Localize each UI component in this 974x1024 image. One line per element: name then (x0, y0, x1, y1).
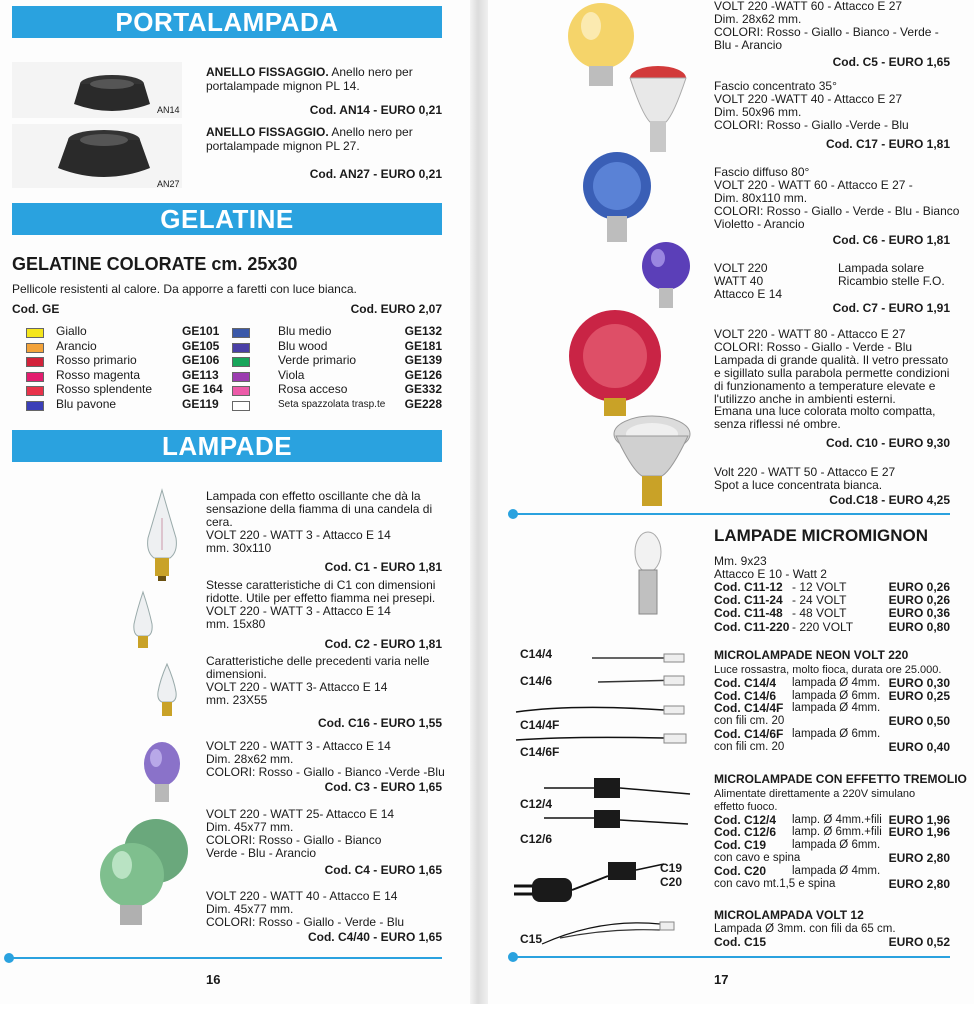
row-price: EURO 0,50 (888, 714, 950, 729)
color-swatch (26, 386, 44, 396)
product-line: COLORI: Rosso - Giallo - Bianco (206, 832, 382, 847)
volt12-code: Cod. C15 (714, 935, 767, 949)
product-line: COLORI: Rosso - Giallo - Bianco - Verde - (714, 24, 939, 39)
c7-left-line: VOLT 220 (714, 261, 768, 275)
left-footer-dot (4, 953, 14, 963)
product-code: Cod. C10 - EURO 9,30 (825, 436, 950, 451)
product-code: Cod. C5 - EURO 1,65 (832, 54, 950, 69)
product-line: Dim. 80x110 mm. (714, 190, 808, 205)
product-code: Cod. C1 - EURO 1,81 (324, 559, 442, 574)
photo-label-c20: C20 (660, 875, 683, 889)
product-line: Blu - Arancio (714, 37, 783, 52)
color-code: GE 164 (182, 382, 223, 397)
section-title-portalampada: PORTALAMPADA (12, 6, 442, 38)
product-line: dimensioni. (206, 666, 267, 681)
product-line: Dim. 28x62 mm. (714, 11, 802, 26)
product-line: mm. 15x80 (206, 616, 266, 631)
section-subtitle: MICROLAMPADE CON EFFETTO TREMOLIO (714, 772, 967, 786)
right-footer-rule (514, 956, 950, 958)
row-code: Cod. C14/6F (714, 727, 784, 741)
product-code: Cod. C6 - EURO 1,81 (832, 232, 950, 247)
bulb-c17-photo (628, 64, 688, 156)
color-code: GE228 (404, 397, 442, 411)
product-line: Dim. 50x96 mm. (714, 104, 802, 119)
color-name: Rosso primario (56, 353, 137, 368)
color-name: Rosa acceso (278, 382, 348, 397)
product-line: VOLT 220 - WATT 80 - Attacco E 27 (714, 327, 906, 341)
volt12-line: Lampada Ø 3mm. con fili da 65 cm. (714, 923, 896, 935)
product-line: Fascio diffuso 80° (714, 165, 810, 179)
product-code: Cod. C4 - EURO 1,65 (324, 862, 442, 877)
gelatine-desc: Pellicole resistenti al calore. Da apporre a faretti con luce bianca. (12, 282, 357, 296)
row-desc: lampada Ø 4mm. (792, 702, 881, 715)
row-sub: con cavo e spina (714, 852, 801, 864)
product-line: Volt 220 - WATT 50 - Attacco E 27 (714, 465, 896, 479)
left-footer-rule (12, 957, 442, 959)
gelatine-cod: Cod. GE (12, 302, 60, 316)
an27-desc-1 (206, 126, 413, 140)
bulb-c1-photo (140, 488, 184, 584)
photo-label-c14-4: C14/4 (520, 647, 553, 661)
row-code: Cod. C20 (714, 863, 767, 878)
color-swatch (26, 328, 44, 338)
product-line: ridotte. Utile per effetto fiamma nei presepi. (206, 590, 436, 605)
row-code: Cod. C14/6 (714, 688, 777, 703)
product-line: l'utilizzo anche in ambienti esterni. (714, 391, 896, 406)
volt12-price: EURO 0,52 (888, 935, 950, 949)
c7-left-line: WATT 40 (714, 274, 764, 288)
color-name: Blu pavone (56, 397, 117, 411)
intro-line: Luce rossastra, molto fioca, durata ore 25.000. (714, 664, 942, 676)
row-desc: lamp. Ø 6mm.+fili (792, 826, 882, 839)
color-swatch (232, 372, 250, 382)
section-subtitle: MICROLAMPADA VOLT 12 (714, 908, 864, 922)
color-code: GE106 (182, 353, 220, 368)
micro-price: EURO 0,26 (888, 580, 950, 594)
micro-price: EURO 0,80 (888, 619, 950, 634)
micro-desc: - 24 VOLT (792, 593, 847, 608)
color-code: GE119 (182, 397, 219, 411)
row-price: EURO 0,25 (888, 688, 950, 703)
page-number-left: 16 (206, 972, 221, 987)
right-mid-rule (514, 513, 950, 515)
product-code: Cod. C2 - EURO 1,81 (324, 636, 442, 651)
row-desc: lampada Ø 4mm. (792, 864, 881, 877)
color-code: GE113 (182, 367, 219, 382)
bulb-c3-photo (140, 740, 184, 806)
c15-lamp-photo (540, 914, 690, 950)
color-name: Arancio (56, 338, 97, 353)
row-sub: con fili cm. 20 (714, 740, 785, 753)
color-code: GE132 (404, 324, 442, 338)
color-name: Giallo (56, 324, 87, 338)
an14-line1: Anello nero per (328, 65, 413, 79)
bulb-c16-photo (152, 662, 182, 722)
product-code: Cod.C18 - EURO 4,25 (829, 492, 950, 507)
color-swatch (232, 328, 250, 338)
product-line: VOLT 220 -WATT 40 - Attacco E 27 (714, 91, 903, 106)
product-line: Dim. 45x77 mm. (206, 901, 294, 916)
micro-price: EURO 0,26 (888, 593, 950, 608)
product-line: VOLT 220 - WATT 3 - Attacco E 14 (206, 527, 391, 542)
gelatine-heading: GELATINE COLORATE cm. 25x30 (12, 254, 298, 274)
right-footer-dot (508, 952, 518, 962)
neon-lamps-photo (514, 648, 704, 754)
section-title-gelatine: GELATINE (12, 203, 442, 235)
c7-right-line: Lampada solare (838, 261, 925, 275)
photo-label-c15: C15 (520, 932, 543, 946)
product-line: senza riflessi né ombre. (714, 417, 841, 432)
product-code: Cod. C7 - EURO 1,91 (832, 301, 950, 315)
section-title-lampade: LAMPADE (12, 430, 442, 462)
product-line: Lampada di grande qualità. Il vetro pressato (714, 352, 949, 367)
row-sub: con cavo mt.1,5 e spina (714, 877, 836, 890)
an14-code: Cod. AN14 - EURO 0,21 (309, 103, 442, 117)
an27-code: Cod. AN27 - EURO 0,21 (309, 167, 442, 181)
photo-label-an14: AN14 (157, 105, 180, 115)
product-code: Cod. C4/40 - EURO 1,65 (307, 929, 442, 944)
product-code: Cod. C3 - EURO 1,65 (324, 779, 442, 794)
product-line: VOLT 220 -WATT 60 - Attacco E 27 (714, 0, 903, 13)
product-line: COLORI: Rosso - Giallo - Verde - Blu (206, 914, 405, 929)
color-code: GE101 (182, 324, 220, 338)
bulb-c2-photo (128, 590, 158, 654)
product-line: e sigillato sulla parabola permette condizioni (714, 365, 950, 380)
row-code: Cod. C19 (714, 838, 767, 853)
row-code: Cod. C12/4 (714, 812, 777, 827)
row-price: EURO 0,40 (888, 739, 950, 754)
color-code: GE105 (182, 338, 220, 353)
product-line: mm. 30x110 (206, 540, 272, 555)
product-code: Cod. C16 - EURO 1,55 (317, 715, 442, 730)
product-line: Emana una luce colorata molto compatta, (714, 404, 936, 419)
color-code: GE126 (404, 367, 442, 382)
bulb-c7-photo (638, 240, 694, 310)
an14-desc-1 (206, 66, 413, 80)
row-desc: lampada Ø 6mm. (792, 728, 881, 740)
color-name: Viola (278, 367, 305, 382)
micro-code: Cod. C11-12 (714, 580, 783, 594)
product-line: di funzionamento a temperature elevate e (714, 378, 936, 393)
color-name: Seta spazzolata trasp.te (278, 399, 386, 410)
photo-label-c12-4: C12/4 (520, 797, 553, 811)
row-code: Cod. C14/4 (714, 675, 777, 690)
product-line: COLORI: Rosso - Giallo -Verde - Blu (714, 117, 909, 132)
row-sub: con fili cm. 20 (714, 715, 785, 728)
row-price: EURO 0,30 (888, 675, 950, 690)
product-line: Fascio concentrato 35° (714, 79, 837, 93)
an14-name: ANELLO FISSAGGIO. (206, 65, 329, 79)
micromignon-title: LAMPADE MICROMIGNON (714, 526, 929, 545)
micro-line: Attacco E 10 - Watt 2 (714, 567, 827, 581)
row-desc: lampada Ø 6mm. (792, 839, 881, 852)
photo-label-c14-6: C14/6 (520, 674, 553, 688)
color-name: Rosso magenta (56, 367, 141, 382)
page-gutter (470, 0, 488, 1024)
micromignon-photo (628, 530, 668, 620)
page-number-right: 17 (714, 972, 729, 987)
color-name: Rosso splendente (56, 382, 153, 397)
bulb-c18-photo (612, 414, 692, 510)
an27-line1: Anello nero per (328, 125, 413, 139)
photo-label-c19: C19 (660, 861, 683, 875)
intro-line: effetto fuoco. (714, 800, 778, 813)
product-line: Stesse caratteristiche di C1 con dimensioni (206, 578, 436, 592)
photo-label-an27: AN27 (157, 179, 180, 189)
row-desc: lamp. Ø 4mm.+fili (792, 813, 882, 826)
photo-label-c14-6f: C14/6F (520, 745, 560, 759)
product-line: mm. 23X55 (206, 692, 268, 707)
row-desc: lampada Ø 6mm. (792, 689, 881, 702)
row-price: EURO 2,80 (888, 851, 950, 865)
c7-right-line: Ricambio stelle F.O. (838, 274, 945, 288)
product-line: VOLT 220 - WATT 60 - Attacco E 27 - (714, 177, 913, 192)
page-bottom-margin (0, 1004, 974, 1024)
micro-desc: - 220 VOLT (792, 619, 854, 634)
micro-desc: - 12 VOLT (792, 580, 847, 594)
color-swatch (232, 386, 250, 396)
bulb-c6-photo (580, 150, 654, 244)
product-line: sensazione della fiamma di una candela di (206, 501, 433, 516)
micro-price: EURO 0,36 (888, 606, 950, 621)
an27-line2: portalampade mignon PL 27. (206, 139, 360, 153)
color-swatch (232, 357, 250, 367)
micro-code: Cod. C11-48 (714, 606, 783, 621)
row-desc: lampada Ø 4mm. (792, 676, 881, 689)
product-line: cera. (206, 514, 233, 529)
product-line: VOLT 220 - WATT 40 - Attacco E 14 (206, 889, 398, 903)
bulb-c4-photo (98, 815, 190, 927)
row-code: Cod. C14/4F (714, 701, 784, 716)
color-swatch (232, 343, 250, 353)
micro-code: Cod. C11-24 (714, 593, 783, 608)
product-line: Verde - Blu - Arancio (206, 845, 317, 860)
color-swatch (26, 343, 44, 353)
c7-left-line: Attacco E 14 (714, 287, 783, 301)
product-line: Lampada con effetto oscillante che dà la (206, 489, 421, 503)
row-code: Cod. C12/6 (714, 825, 777, 840)
intro-line: Alimentate direttamente a 220V simulano (714, 788, 916, 800)
product-line: Dim. 28x62 mm. (206, 751, 294, 766)
section-subtitle: MICROLAMPADE NEON VOLT 220 (714, 648, 909, 662)
color-swatch (26, 401, 44, 411)
product-line: Dim. 45x77 mm. (206, 819, 294, 834)
an27-name: ANELLO FISSAGGIO. (206, 125, 329, 139)
color-swatch (232, 401, 250, 411)
gelatine-price: Cod. EURO 2,07 (350, 302, 442, 316)
row-price: EURO 1,96 (888, 812, 950, 827)
micro-code: Cod. C11-220 (714, 619, 790, 634)
color-name: Blu wood (278, 338, 328, 353)
bulb-c10-photo (566, 310, 664, 418)
product-line: Caratteristiche delle precedenti varia nelle (206, 654, 430, 668)
product-code: Cod. C17 - EURO 1,81 (825, 136, 950, 151)
product-line: VOLT 220 - WATT 3 - Attacco E 14 (206, 603, 391, 618)
an14-line2: portalampade mignon PL 14. (206, 79, 360, 93)
color-name: Blu medio (278, 324, 332, 338)
product-line: COLORI: Rosso - Giallo - Bianco -Verde -Blu (206, 764, 445, 779)
row-price: EURO 2,80 (888, 876, 950, 891)
photo-label-c12-6: C12/6 (520, 832, 553, 846)
right-mid-dot (508, 509, 518, 519)
product-line: VOLT 220 - WATT 3 - Attacco E 14 (206, 739, 391, 753)
product-line: VOLT 220 - WATT 3- Attacco E 14 (206, 679, 388, 694)
product-line: COLORI: Rosso - Giallo - Verde - Blu (714, 339, 913, 354)
color-code: GE332 (404, 382, 442, 397)
color-name: Verde primario (278, 353, 357, 368)
bulb-c5-photo (565, 0, 637, 88)
product-line: VOLT 220 - WATT 25- Attacco E 14 (206, 807, 395, 821)
photo-label-c14-4f: C14/4F (520, 718, 560, 732)
color-swatch (26, 372, 44, 382)
micro-line: Mm. 9x23 (714, 554, 767, 568)
product-line: Violetto - Arancio (714, 216, 805, 231)
row-price: EURO 1,96 (888, 825, 950, 840)
color-code: GE139 (404, 353, 442, 368)
color-swatch (26, 357, 44, 367)
product-line: Spot a luce concentrata bianca. (714, 477, 883, 492)
product-line: COLORI: Rosso - Giallo - Verde - Blu - Bianco (714, 203, 960, 218)
micro-desc: - 48 VOLT (792, 606, 847, 621)
color-code: GE181 (404, 338, 442, 353)
